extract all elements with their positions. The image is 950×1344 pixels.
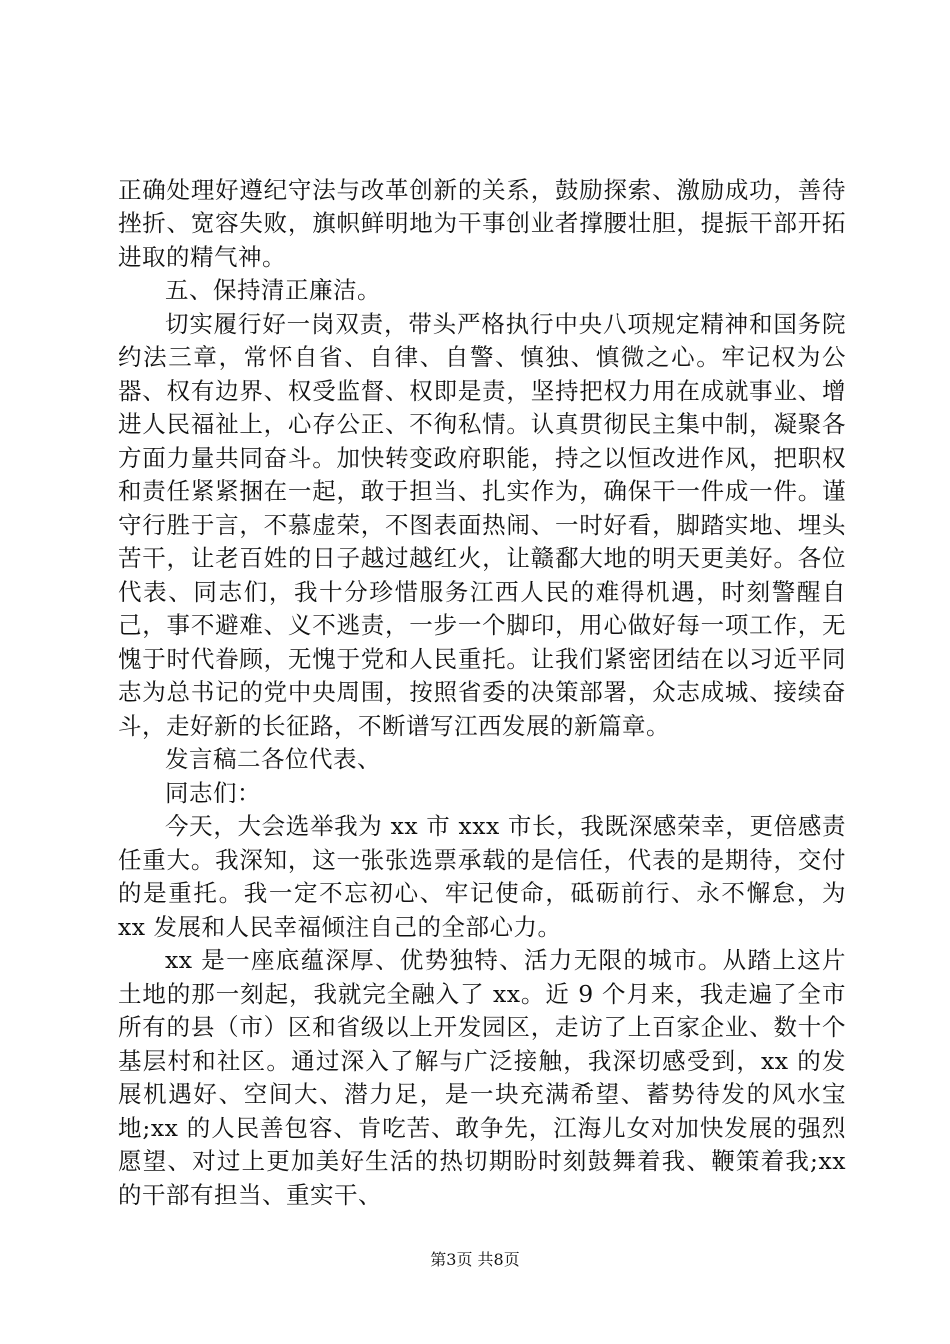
paragraph: 同志们： xyxy=(165,778,261,807)
paragraph: 正确处理好遵纪守法与改革创新的关系，鼓励探索、激励成功，善待挫折、宽容失败，旗帜鲜明地为干事创业者撑腰壮胆，提振干部开拓进取的精气神。 xyxy=(118,176,846,271)
paragraph: 切实履行好一岗双责，带头严格执行中央八项规定精神和国务院约法三章，常怀自省、自律、自警、慎独、慎微之心。牢记权为公器、权有边界、权受监督、权即是责，坚持把权力用在成就事业、增进人民福祉上，心存公正、不徇私情。认真贯彻民主集中制，凝聚各方面力量共同奋斗。加快转变政府职能，持之以恒改进作风，把职权和责任紧紧捆在一起，敢于担当、扎实作为，确保干一件成一件。谨守行胜于言，不慕虚荣，不图表面热闹、一时好看，脚踏实地、埋头苦干，让老百姓的日子越过越红火，让赣鄱大地的明天更美好。各位代表、同志们，我十分珍惜服务江西人民的难得机遇，时刻警醒自己，事不避难、义不逃责，一步一个脚印，用心做好每一项工作，无愧于时代眷顾，无愧于党和人民重托。让我们紧密团结在以习近平同志为总书记的党中央周围，按照省委的决策部署，众志成城、接续奋斗，走好新的长征路，不断谱写江西发展的新篇章。 xyxy=(118,309,846,740)
page-number-footer: 第3页 共8页 xyxy=(430,1250,520,1269)
paragraph: 今天，大会选举我为 xx 市 xxx 市长，我既深感荣幸，更倍感责任重大。我深知，这一张张选票承载的是信任，代表的是期待，交付的是重托。我一定不忘初心、牢记使命，砥砺前行、永不懈怠，为 xx 发展和人民幸福倾注自己的全部心力。 xyxy=(118,812,846,941)
paragraph: xx 是一座底蕴深厚、优势独特、活力无限的城市。从踏上这片土地的那一刻起，我就完全融入了 xx。近 9 个月来，我走遍了全市所有的县（市）区和省级以上开发园区，走访了上百家企业、数十个基层村和社区。通过深入了解与广泛接触，我深切感受到，xx 的发展机遇好、空间大、潜力足，是一块充满希望、蓄势待发的风水宝地;xx 的人民善包容、肯吃苦、敢争先，江海儿女对加快发展的强烈愿望、对过上更加美好生活的热切期盼时刻鼓舞着我、鞭策着我;xx 的干部有担当、重实干、 xyxy=(118,946,846,1209)
paragraph: 发言稿二各位代表、 xyxy=(165,745,381,774)
document-body xyxy=(118,174,846,1212)
paragraph: 五、保持清正廉洁。 xyxy=(165,276,381,305)
